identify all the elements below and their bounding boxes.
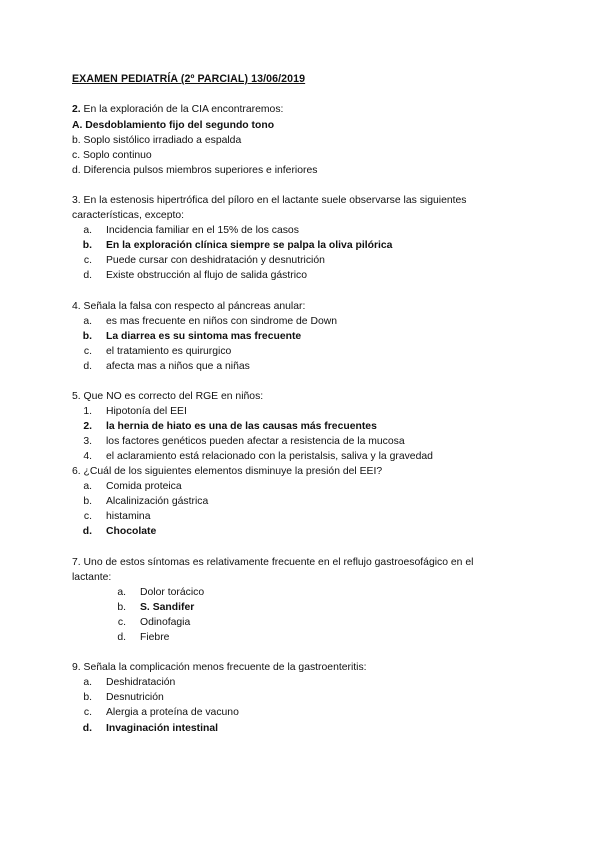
q3-option-b: b. En la exploración clínica siempre se palpa la oliva pilórica bbox=[82, 240, 393, 251]
question-2-stem: 2. En la exploración de la CIA encontraremos: bbox=[72, 104, 284, 115]
q4-option-a: a. es mas frecuente en niños con sindrome de Down bbox=[83, 316, 338, 327]
question-5-stem: 5. Que NO es correcto del RGE en niños: bbox=[72, 391, 264, 402]
q2-option-c: c. Soplo continuo bbox=[72, 150, 152, 161]
q3-option-c: c. Puede cursar con deshidratación y desnutrición bbox=[83, 255, 325, 266]
question-4-stem: 4. Señala la falsa con respecto al páncreas anular: bbox=[72, 301, 306, 312]
q3-option-a: a. Incidencia familiar en el 15% de los casos bbox=[83, 225, 299, 236]
q2-option-a: A. Desdoblamiento fijo del segundo tono bbox=[72, 120, 275, 131]
q4-option-c: c. el tratamiento es quirurgico bbox=[83, 346, 232, 357]
q9-option-a: a. Deshidratación bbox=[83, 677, 176, 688]
q6-option-c: c. histamina bbox=[83, 511, 151, 522]
q6-option-b: b. Alcalinización gástrica bbox=[83, 496, 209, 507]
question-2-number: 2. bbox=[72, 104, 81, 115]
q7-option-c: c. Odinofagia bbox=[117, 617, 191, 628]
q6-option-a: a. Comida proteica bbox=[83, 481, 182, 492]
question-3-stem-line2: características, excepto: bbox=[72, 210, 185, 221]
q4-option-b: b. La diarrea es su sintoma mas frecuente bbox=[82, 331, 302, 342]
q2-option-b: b. Soplo sistólico irradiado a espalda bbox=[72, 135, 242, 146]
question-7-stem-line2: lactante: bbox=[72, 572, 112, 583]
q7-option-a: a. Dolor torácico bbox=[117, 587, 205, 598]
question-6-stem: 6. ¿Cuál de los siguientes elementos disminuye la presión del EEI? bbox=[72, 466, 383, 477]
q5-option-4: 4. el aclaramiento está relacionado con la peristalsis, saliva y la gravedad bbox=[83, 451, 433, 462]
q7-option-b: b. S. Sandifer bbox=[117, 602, 195, 613]
q6-option-d: d. Chocolate bbox=[82, 526, 157, 537]
question-7-stem-line1: 7. Uno de estos síntomas es relativamente frecuente en el reflujo gastroesofágico en el bbox=[72, 557, 474, 568]
q7-option-d: d. Fiebre bbox=[117, 632, 170, 643]
q9-option-c: c. Alergia a proteína de vacuno bbox=[83, 707, 239, 718]
q5-option-3: 3. los factores genéticos pueden afectar a resistencia de la mucosa bbox=[83, 436, 405, 447]
q9-option-d: d. Invaginación intestinal bbox=[82, 723, 219, 734]
q9-option-b: b. Desnutrición bbox=[83, 692, 164, 703]
question-3-stem-line1: 3. En la estenosis hipertrófica del píloro en el lactante suele observarse las siguientes bbox=[72, 195, 467, 206]
question-9-stem: 9. Señala la complicación menos frecuente de la gastroenteritis: bbox=[72, 662, 367, 673]
q5-option-2: 2. la hernia de hiato es una de las causas más frecuentes bbox=[83, 421, 377, 432]
q5-option-1: 1. Hipotonía del EEI bbox=[83, 406, 187, 417]
exam-title: EXAMEN PEDIATRÍA (2º PARCIAL) 13/06/2019 bbox=[72, 73, 306, 85]
q2-option-d: d. Diferencia pulsos miembros superiores e inferiores bbox=[72, 165, 318, 176]
q4-option-d: d. afecta mas a niños que a niñas bbox=[83, 361, 250, 372]
q3-option-d: d. Existe obstrucción al flujo de salida gástrico bbox=[83, 270, 307, 281]
